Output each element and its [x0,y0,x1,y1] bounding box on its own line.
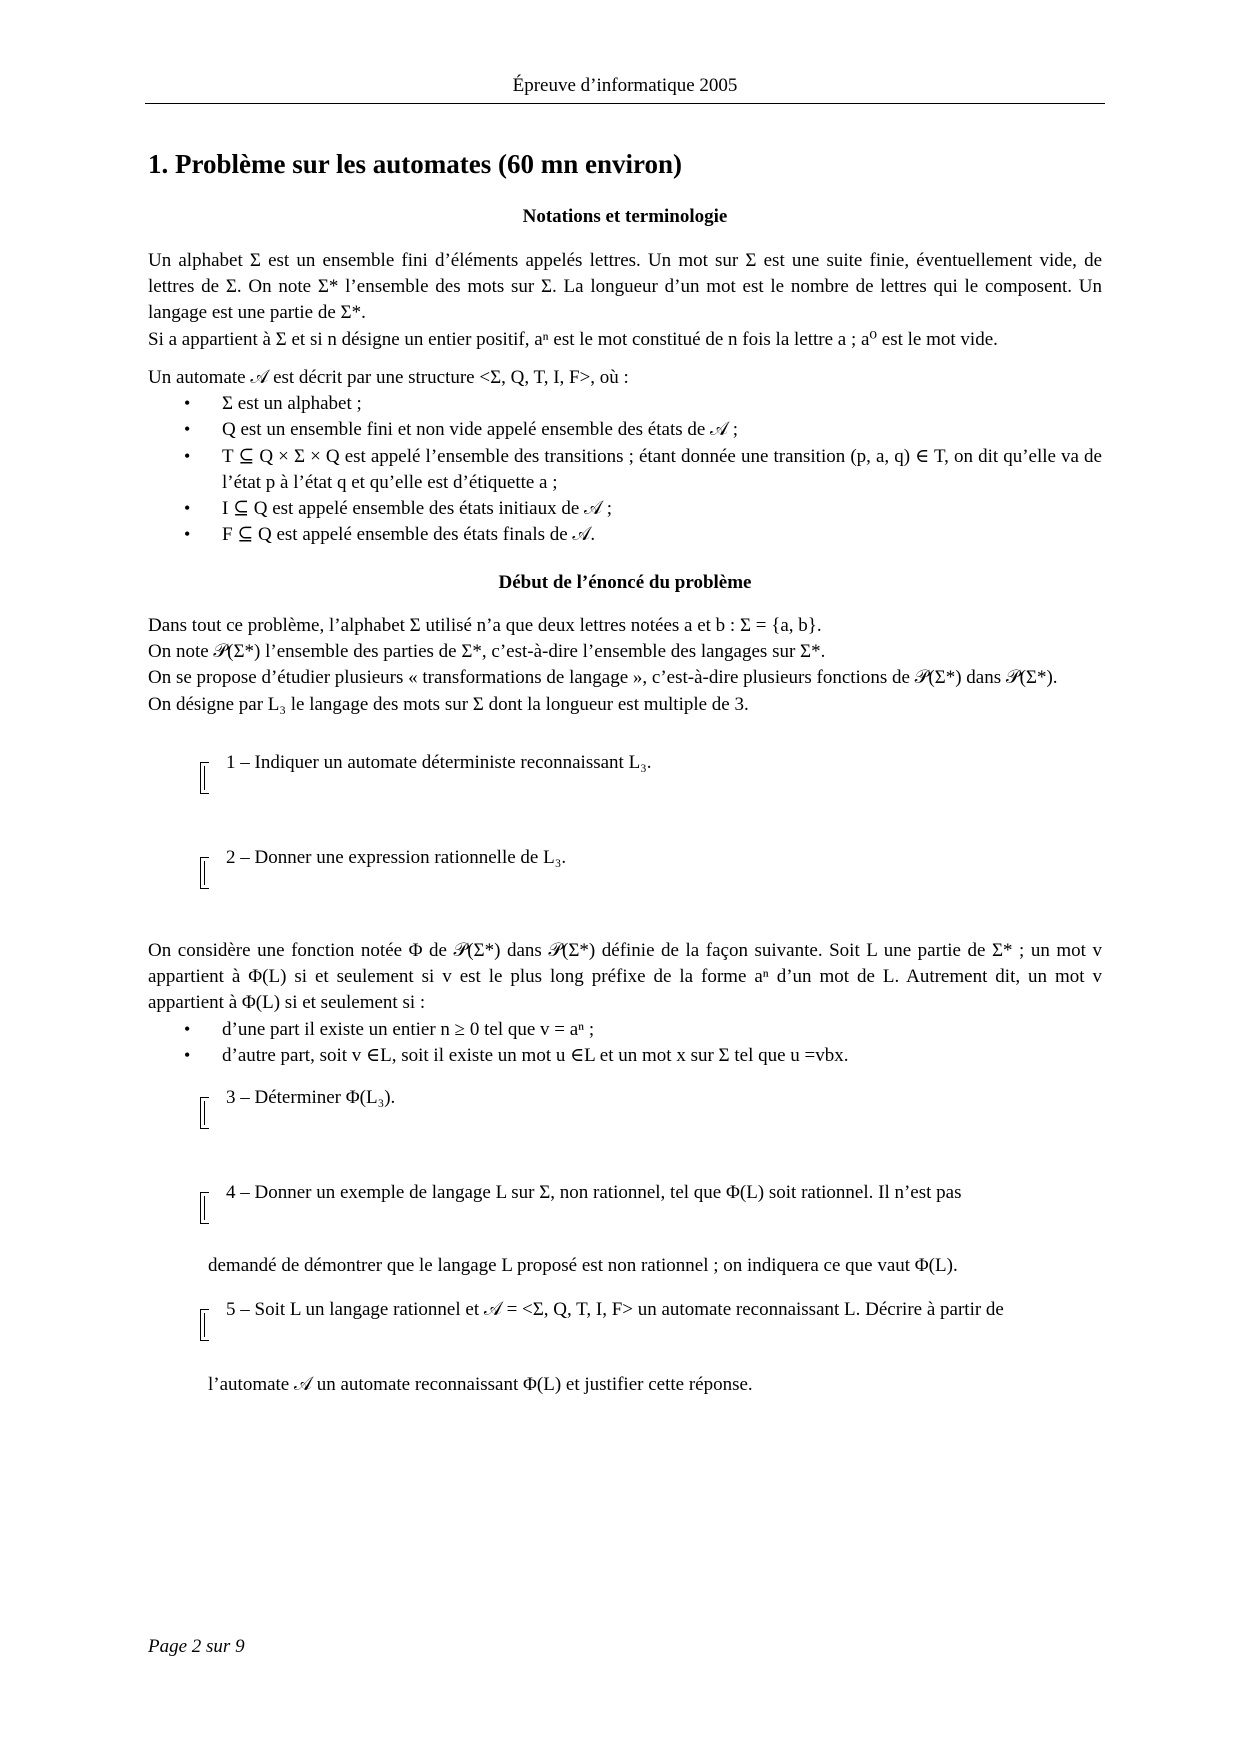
question-5-continuation: l’automate 𝒜 un automate reconnaissant Φ(L) et justifier cette réponse. [208,1374,753,1395]
automaton-intro: Un automate 𝒜 est décrit par une structure <Σ, Q, T, I, F>, où : [148,367,629,388]
question-5 [206,1297,1102,1323]
question-text: 2 – Donner une expression rationnelle de L₃. [226,847,567,868]
alphabet-definition: Un alphabet Σ est un ensemble fini d’éléments appelés lettres. Un mot sur Σ est une suite finie, éventuellement vide, de lettres de Σ. On note Σ* l’ensemble des mots sur Σ. La longueur d’un mot est le nombre de lettres qui le composent. Un langage est une partie de Σ*. [148,250,1102,324]
question-bracket-icon [200,762,209,794]
list-item: • Σ est un alphabet ; [222,391,1102,417]
question-3 [206,1085,1102,1111]
page-title: 1. Problème sur les automates (60 mn environ) [148,149,682,179]
question-bracket-icon [200,1097,209,1129]
running-header: Épreuve d’informatique 2005 [145,73,1105,104]
question-4 [206,1180,1102,1206]
alphabet-statement: Dans tout ce problème, l’alphabet Σ utilisé n’a que deux lettres notées a et b : Σ = {a, b}. [148,615,822,636]
transformations-statement: On se propose d’étudier plusieurs « transformations de langage », c’est-à-dire plusieurs fonctions de 𝒫(Σ*) dans 𝒫(Σ*). [148,667,1058,689]
question-bracket-icon [200,857,209,889]
list-item: • d’une part il existe un entier n ≥ 0 tel que v = aⁿ ; [222,1017,1102,1043]
notations-heading: Notations et terminologie [522,206,728,227]
power-definition: Si a appartient à Σ et si n désigne un entier positif, aⁿ est le mot constitué de n fois la lettre a ; a⁰ est le mot vide. [148,328,998,350]
automaton-components-list [148,391,1102,548]
question-bracket-icon [200,1192,209,1224]
phi-conditions-list [148,1017,1102,1069]
list-item: • d’autre part, soit v ∈L, soit il existe un mot u ∈L et un mot x sur Σ tel que u =vbx. [222,1043,1102,1069]
question-4-continuation: demandé de démontrer que le langage L proposé est non rationnel ; on indiquera ce que vaut Φ(L). [208,1255,958,1276]
question-text: 5 – Soit L un langage rationnel et 𝒜 = <Σ, Q, T, I, F> un automate reconnaissant L. Décrire à partir de [226,1299,1004,1320]
notations-body [148,248,1102,353]
list-item: • I ⊆ Q est appelé ensemble des états initiaux de 𝒜 ; [222,496,1102,522]
list-item: • Q est un ensemble fini et non vide appelé ensemble des états de 𝒜 ; [222,417,1102,443]
power-set-statement: On note 𝒫(Σ*) l’ensemble des parties de Σ*, c’est-à-dire l’ensemble des langages sur Σ*. [148,641,826,663]
l3-definition: On désigne par L₃ le langage des mots sur Σ dont la longueur est multiple de 3. [148,693,749,715]
phi-definition [148,938,1102,1069]
enonce-body [148,613,1102,718]
list-item: • F ⊆ Q est appelé ensemble des états finals de 𝒜. [222,522,1102,548]
question-text: 3 – Déterminer Φ(L₃). [226,1087,396,1108]
question-1 [206,750,1102,776]
question-text: 4 – Donner un exemple de langage L sur Σ, non rationnel, tel que Φ(L) soit rationnel. Il n’est pas [226,1182,962,1203]
question-bracket-icon [200,1309,209,1341]
list-item: • T ⊆ Q × Σ × Q est appelé l’ensemble des transitions ; étant donnée une transition (p, a, q) ∈ T, on dit qu’elle va de l’état p à l’état q et qu’elle est d’étiquette a ; [222,444,1102,496]
automaton-definition [148,365,1102,549]
enonce-heading: Début de l’énoncé du problème [498,572,752,593]
phi-intro: On considère une fonction notée Φ de 𝒫(Σ*) dans 𝒫(Σ*) définie de la façon suivante. Soit L une partie de Σ* ; un mot v appartient à Φ(L) si et seulement si v est le plus long préfixe de la forme aⁿ d’un mot de L. Autrement dit, un mot v appartient à Φ(L) si et seulement si : [148,940,1102,1014]
question-text: 1 – Indiquer un automate déterministe reconnaissant L₃. [226,752,652,773]
question-2 [206,845,1102,871]
page-footer: Page 2 sur 9 [148,1636,245,1657]
